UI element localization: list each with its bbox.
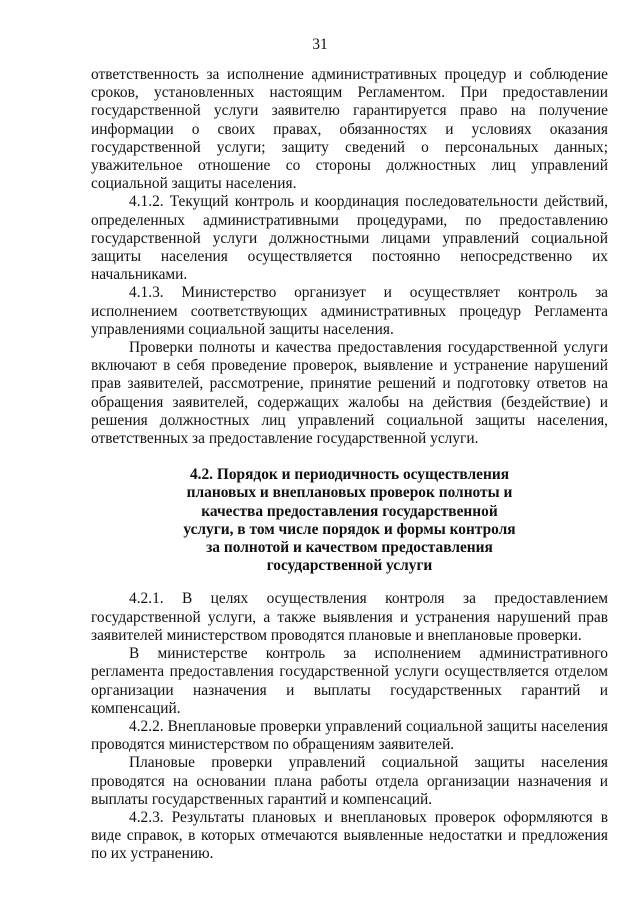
paragraph: 4.2.1. В целях осуществления контроля за предоставлением государственной услуги, а также выявления и устранения нарушений прав заявителей министерством проводятся плановые и внеплановые проверки.	[91, 590, 608, 644]
paragraph: Плановые проверки управлений социальной защиты населения проводятся на основании плана работы отдела организации назначения и выплаты государственных гарантий и компенсаций.	[91, 754, 608, 808]
paragraph: 4.1.3. Министерство организует и осуществляет контроль за исполнением соответствующих административных процедур Регламента управлениями социальной защиты населения.	[91, 284, 608, 338]
heading-line: качества предоставления государственной	[201, 502, 498, 520]
heading-line: услуги, в том числе порядок и формы контроля	[183, 520, 516, 538]
section-4-1-text	[91, 66, 608, 448]
page-number: 31	[312, 36, 328, 53]
heading-line: 4.2. Порядок и периодичность осуществления	[189, 466, 510, 484]
paragraph: 4.2.2. Внеплановые проверки управлений социальной защиты населения проводятся министерством по обращениям заявителей.	[91, 717, 608, 754]
document-body	[91, 66, 608, 864]
paragraph: 4.1.2. Текущий контроль и координация последовательности действий, определенных административными процедурами, по предоставлению государственной услуги должностными лицами управлений социальной защиты населения осуществляется постоянно непосредственно их начальниками.	[91, 193, 608, 284]
section-4-2-text	[91, 590, 608, 863]
heading-line: плановых и внеплановых проверок полноты и	[186, 484, 513, 502]
paragraph: ответственность за исполнение административных процедур и соблюдение сроков, установленных настоящим Регламентом. При предоставлении государственной услуги заявителю гарантируется право на получение информации о своих правах, обязанностях и условиях оказания государственной услуги; защиту сведений о персональных данных; уважительное отношение со стороны должностных лиц управлений социальной защиты населения.	[91, 66, 608, 193]
section-heading-4-2	[91, 466, 608, 575]
paragraph: В министерстве контроль за исполнением административного регламента предоставления государственной услуги осуществляется отделом организации назначения и выплаты государственных гарантий и компенсаций.	[91, 645, 608, 717]
paragraph: Проверки полноты и качества предоставления государственной услуги включают в себя проведение проверок, выявление и устранение нарушений прав заявителей, рассмотрение, принятие решений и подготовку ответов на обращения заявителей, содержащих жалобы на действия (бездействие) и решения должностных лиц управлений социальной защиты населения, ответственных за предоставление государственной услуги.	[91, 339, 608, 448]
heading-line: государственной услуги	[266, 557, 433, 575]
heading-line: за полнотой и качеством предоставления	[206, 539, 493, 557]
paragraph: 4.2.3. Результаты плановых и внеплановых проверок оформляются в виде справок, в которых отмечаются выявленные недостатки и предложения по их устранению.	[91, 808, 608, 863]
